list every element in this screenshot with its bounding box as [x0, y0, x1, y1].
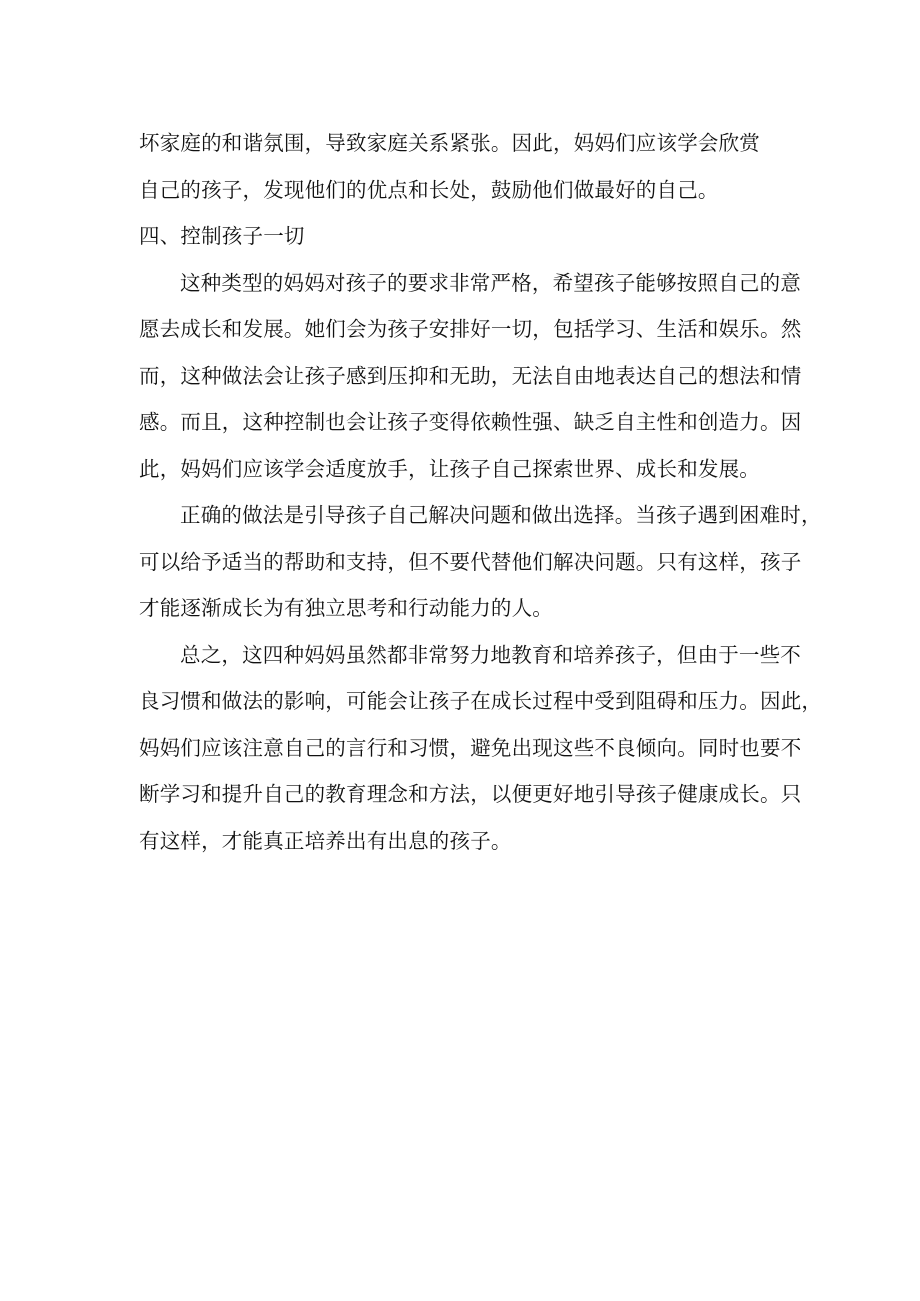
- text-line: 有这样，才能真正培养出有出息的孩子。: [139, 828, 512, 853]
- text-line: 这种类型的妈妈对孩子的要求非常严格，希望孩子能够按照自己的意: [180, 270, 801, 295]
- document-body: [139, 120, 823, 864]
- text-line: 总之，这四种妈妈虽然都非常努力地教育和培养孩子，但由于一些不: [180, 642, 801, 667]
- paragraph-conclusion: [139, 632, 823, 865]
- text-line: 此，妈妈们应该学会适度放手，让孩子自己探索世界、成长和发展。: [139, 456, 760, 481]
- text-line: 妈妈们应该注意自己的言行和习惯，避免出现这些不良倾向。同时也要不: [139, 735, 802, 760]
- text-line: 可以给予适当的帮助和支持，但不要代替他们解决问题。只有这样，孩子: [139, 549, 802, 574]
- section-heading: 四、控制孩子一切: [139, 224, 305, 248]
- text-line: 良习惯和做法的影响，可能会让孩子在成长过程中受到阻碍和压力。因此，: [139, 689, 823, 713]
- text-line: 才能逐渐成长为有独立思考和行动能力的人。: [139, 596, 553, 620]
- paragraph-correct-approach: [139, 492, 822, 632]
- text-line: 而，这种做法会让孩子感到压抑和无助，无法自由地表达自己的想法和情: [139, 363, 802, 388]
- text-line: 愿去成长和发展。她们会为孩子安排好一切，包括学习、生活和娱乐。然: [139, 317, 802, 341]
- continuation-paragraph: [139, 120, 787, 213]
- text-line: 感。而且，这种控制也会让孩子变得依赖性强、缺乏自主性和创造力。因: [139, 410, 802, 434]
- text-line: 正确的做法是引导孩子自己解决问题和做出选择。当孩子遇到困难时，: [180, 503, 822, 527]
- text-line: 断学习和提升自己的教育理念和方法，以便更好地引导孩子健康成长。只: [139, 782, 802, 806]
- text-line: 自己的孩子，发现他们的优点和长处，鼓励他们做最好的自己。: [139, 177, 719, 202]
- paragraph-control: [139, 260, 802, 493]
- text-line: 坏家庭的和谐氛围，导致家庭关系紧张。因此，妈妈们应该学会欣赏: [139, 131, 760, 155]
